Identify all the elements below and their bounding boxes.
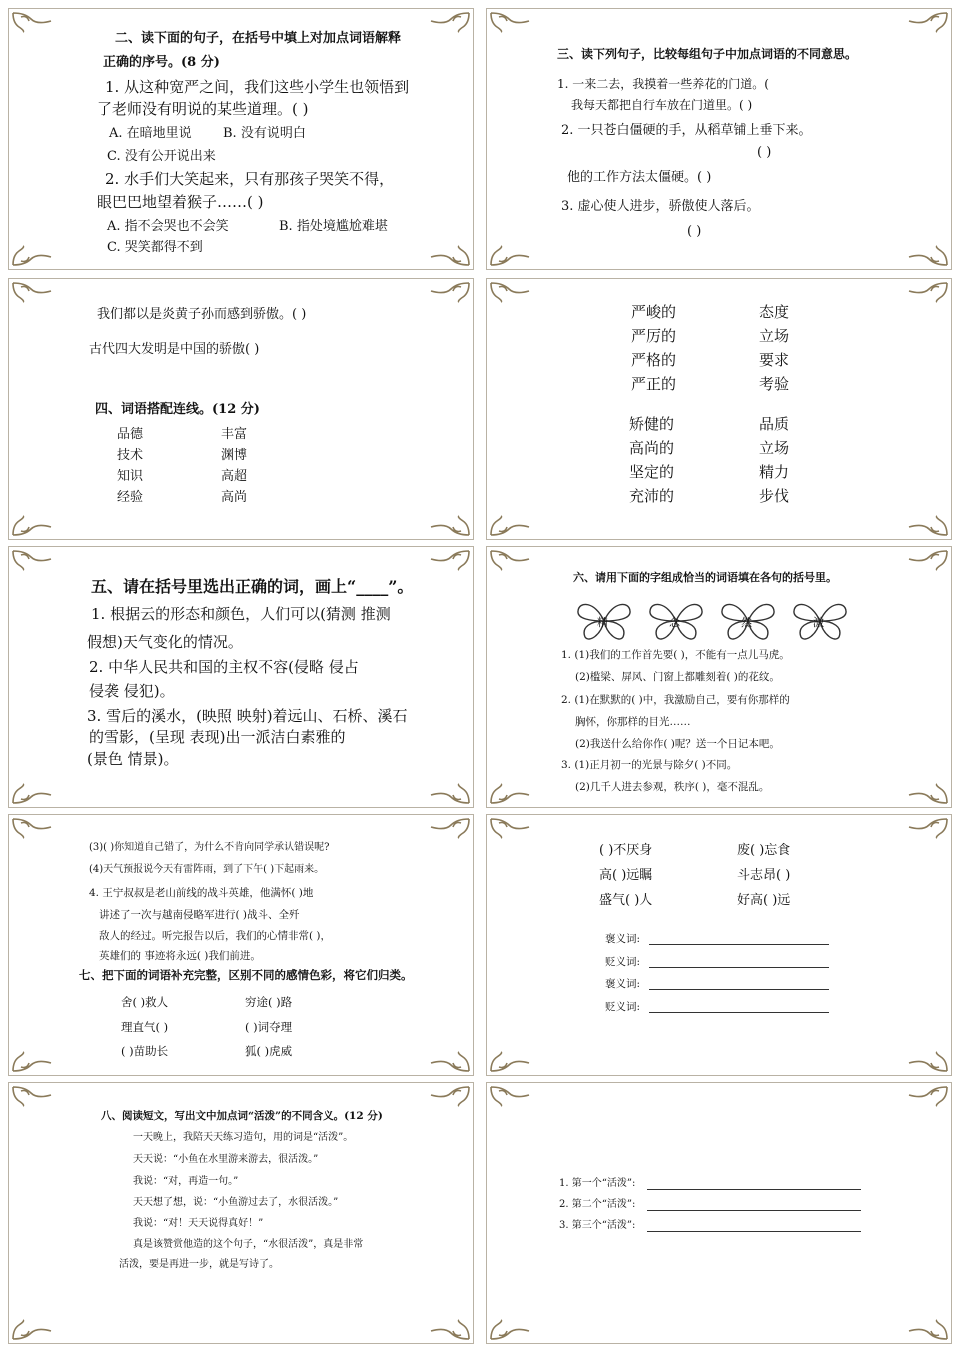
corner-ornament — [427, 783, 471, 805]
idiom-4b: 废( )忘食 — [737, 843, 791, 858]
answer-line[interactable] — [649, 967, 829, 968]
corner-ornament — [905, 1085, 949, 1107]
idiom-4a: ( )不厌身 — [599, 843, 653, 858]
word-b2: 立场 — [759, 327, 790, 345]
question-1-line-2: 了老师没有明说的某些道理。( ) — [97, 100, 309, 118]
corner-ornament — [489, 817, 533, 839]
corner-ornament — [905, 245, 949, 267]
word-left-2: 技术 — [117, 448, 144, 463]
corner-ornament — [427, 245, 471, 267]
q1-part-2: (2)槛梁、屏风、门窗上都雕刻着( )的花纹。 — [575, 671, 780, 683]
story-line-1: 4. 王宁叔叔是老山前线的战斗英雄，他满怀( )地 — [89, 887, 314, 899]
butterfly-card — [647, 599, 705, 643]
passage-line-2: 天天说：“小鱼在水里游来游去，很活泼。” — [133, 1154, 319, 1165]
slide-6 — [486, 546, 952, 808]
slide-9 — [8, 1082, 474, 1344]
option-2b: B. 指处境尴尬难堪 — [279, 219, 388, 234]
slide-3 — [8, 278, 474, 540]
question-2-line-2: 眼巴巴地望着猴子……( ) — [97, 193, 264, 211]
word-b1: 态度 — [759, 303, 790, 321]
word-b3: 要求 — [759, 351, 790, 369]
corner-ornament — [489, 1085, 533, 1107]
option-1c: C. 没有公开说出来 — [107, 149, 216, 164]
corner-ornament — [489, 783, 533, 805]
idiom-2a: 理直气( ) — [121, 1020, 169, 1034]
corner-ornament — [11, 1085, 55, 1107]
option-2a: A. 指不会哭也不会笑 — [107, 219, 229, 234]
word-c2: 高尚的 — [629, 439, 675, 457]
category-label: 贬义词: — [605, 1001, 641, 1013]
corner-ornament — [489, 245, 533, 267]
category-label: 贬义词: — [605, 956, 641, 968]
category-label: 褒义词: — [605, 978, 641, 990]
corner-ornament — [427, 549, 471, 571]
slide-5 — [8, 546, 474, 808]
section-title: 四、词语搭配连线。(12 分) — [95, 402, 260, 417]
word-right-4: 高尚 — [221, 490, 248, 505]
word-left-3: 知识 — [117, 469, 144, 484]
section-title: 二、读下面的句子，在括号中填上对加点词语解释 — [115, 31, 402, 46]
section-title: 八、阅读短文，写出文中加点词“活泼”的不同含义。(12 分) — [101, 1110, 383, 1122]
passage-line-1: 一天晚上，我陪天天练习造句，用的词是“活泼”。 — [133, 1132, 354, 1143]
passage-line-7: 活泼，要是再进一步，就是写诗了。 — [119, 1259, 279, 1270]
slide-7 — [8, 814, 474, 1076]
char-2: 念 — [669, 616, 680, 629]
answer-label-1: 1. 第一个“活泼”: — [559, 1178, 636, 1189]
corner-ornament — [489, 281, 533, 303]
q3-sentence: (3)( )你知道自己错了，为什么不肯向同学承认错误呢? — [89, 842, 330, 853]
idiom-5b: 斗志昂( ) — [737, 868, 791, 883]
passage-line-4: 天天想了想，说：“小鱼游过去了，水很活泼。” — [133, 1197, 339, 1208]
passage-line-5: 我说：“对！天天说得真好！” — [133, 1218, 264, 1229]
corner-ornament — [11, 817, 55, 839]
idiom-6a: 盛气( )人 — [599, 893, 653, 908]
corner-ornament — [427, 515, 471, 537]
q3-line-3: (景色 情景)。 — [87, 750, 179, 768]
answer-line[interactable] — [647, 1189, 861, 1190]
sentence-3: 3. 虚心使人进步，骄傲使人落后。 — [561, 199, 760, 214]
word-c1: 矫健的 — [629, 415, 675, 433]
sentence-3b: 我们都以是炎黄子孙而感到骄傲。( ) — [97, 307, 307, 322]
sentence-3c: 古代四大发明是中国的骄傲( ) — [89, 342, 260, 357]
idiom-3b: 狐( )虎威 — [245, 1044, 293, 1058]
word-right-3: 高超 — [221, 469, 248, 484]
corner-ornament — [11, 783, 55, 805]
option-2c: C. 哭笑都得不到 — [107, 240, 203, 255]
q2-line-1: 2. 中华人民共和国的主权不容(侵略 侵占 — [89, 658, 359, 676]
corner-ornament — [489, 1051, 533, 1073]
q2-part-1-cont: 胸怀，你那样的目光…… — [575, 716, 691, 728]
corner-ornament — [905, 281, 949, 303]
char-3: 然 — [741, 616, 752, 629]
corner-ornament — [11, 1319, 55, 1341]
corner-ornament — [489, 515, 533, 537]
q1-part-1: 1. (1)我们的工作首先要( )，不能有一点儿马虎。 — [561, 649, 790, 661]
story-line-4: 英雄们的 事迹将永远( )我们前进。 — [99, 950, 261, 962]
word-a4: 严正的 — [631, 375, 677, 393]
sentence-1b: 我每天都把自行车放在门道里。( ) — [571, 98, 753, 112]
corner-ornament — [489, 11, 533, 33]
corner-ornament — [489, 1319, 533, 1341]
word-right-1: 丰富 — [221, 427, 248, 442]
corner-ornament — [427, 1085, 471, 1107]
answer-blank-2a: ( ) — [757, 145, 772, 160]
question-2-line-1: 2. 水手们大笑起来，只有那孩子哭笑不得， — [105, 170, 395, 188]
answer-label-2: 2. 第二个“活泼”: — [559, 1199, 636, 1210]
q3-line-1: 3. 雪后的溪水，(映照 映射)着远山、石桥、溪石 — [87, 707, 408, 725]
idiom-5a: 高( )远瞩 — [599, 868, 653, 883]
corner-ornament — [427, 1319, 471, 1341]
corner-ornament — [427, 11, 471, 33]
butterfly-card — [791, 599, 849, 643]
q2-line-2: 侵袭 侵犯)。 — [89, 682, 175, 700]
sentence-2a: 2. 一只苍白僵硬的手，从稻草铺上垂下来。 — [561, 123, 812, 138]
q3-line-2: 的雪影，(呈现 表现)出一派洁白素雅的 — [89, 728, 346, 746]
idiom-1b: 穷途( )路 — [245, 995, 293, 1009]
char-1: 精 — [597, 616, 608, 629]
corner-ornament — [905, 783, 949, 805]
idiom-3a: ( )苗助长 — [121, 1044, 169, 1058]
word-right-2: 渊博 — [221, 448, 248, 463]
word-d4: 步伐 — [759, 487, 790, 505]
answer-line[interactable] — [647, 1210, 861, 1211]
answer-line[interactable] — [649, 989, 829, 990]
corner-ornament — [905, 11, 949, 33]
word-a1: 严峻的 — [631, 303, 677, 321]
char-4: 激 — [813, 616, 824, 629]
answer-line[interactable] — [649, 944, 829, 945]
sentence-1a: 1. 一来二去，我摸着一些养花的门道。( — [557, 77, 769, 91]
corner-ornament — [489, 549, 533, 571]
corner-ornament — [905, 817, 949, 839]
butterfly-card — [719, 599, 777, 643]
corner-ornament — [427, 281, 471, 303]
word-left-4: 经验 — [117, 490, 144, 505]
corner-ornament — [11, 515, 55, 537]
answer-label-3: 3. 第三个“活泼”: — [559, 1220, 636, 1231]
corner-ornament — [11, 11, 55, 33]
section-title: 七、把下面的词语补充完整，区别不同的感情色彩，将它们归类。 — [79, 968, 413, 982]
word-d3: 精力 — [759, 463, 790, 481]
word-b4: 考验 — [759, 375, 790, 393]
q3-part-2: (2)几千人进去参观，秩序( )，毫不混乱。 — [575, 781, 770, 793]
passage-line-6: 真是该赞赏他造的这个句子，“水很活泼”，真是非常 — [133, 1239, 364, 1250]
q2-part-2: (2)我送什么给你作( )呢？送一个日记本吧。 — [575, 738, 780, 750]
section-title: 三、读下列句子，比较每组句子中加点词语的不同意思。 — [557, 47, 858, 61]
answer-blank-3: ( ) — [687, 224, 702, 239]
section-title: 五、请在括号里选出正确的词，画上“____”。 — [91, 577, 414, 596]
q3-part-1: 3. (1)正月初一的光景与除夕( )不同。 — [561, 759, 738, 771]
corner-ornament — [905, 515, 949, 537]
answer-line[interactable] — [649, 1012, 829, 1013]
corner-ornament — [11, 245, 55, 267]
passage-line-3: 我说：“对，再造一句。” — [133, 1176, 239, 1187]
word-a2: 严厉的 — [631, 327, 677, 345]
corner-ornament — [11, 281, 55, 303]
slide-8 — [486, 814, 952, 1076]
corner-ornament — [427, 1051, 471, 1073]
word-d2: 立场 — [759, 439, 790, 457]
q2-part-1: 2. (1)在默默的( )中，我激励自己，要有你那样的 — [561, 694, 790, 706]
answer-line[interactable] — [647, 1231, 861, 1232]
word-c3: 坚定的 — [629, 463, 675, 481]
q4-sentence: (4)天气预报说今天有雷阵雨，到了下午( )下起雨来。 — [89, 864, 325, 875]
slide-10 — [486, 1082, 952, 1344]
category-label: 褒义词: — [605, 933, 641, 945]
story-line-3: 敌人的经过。听完报告以后，我们的心情非常( )， — [99, 930, 332, 942]
corner-ornament — [11, 549, 55, 571]
sentence-2b: 他的工作方法太僵硬。( ) — [567, 170, 712, 185]
q1-line-1: 1. 根据云的形态和颜色，人们可以(猜测 推测 — [91, 605, 391, 623]
word-left-1: 品德 — [117, 427, 144, 442]
question-1-line-1: 1. 从这种宽严之间，我们这些小学生也领悟到 — [105, 78, 410, 96]
word-c4: 充沛的 — [629, 487, 675, 505]
q1-line-2: 假想)天气变化的情况。 — [87, 633, 243, 651]
idiom-1a: 舍( )救人 — [121, 995, 169, 1009]
story-line-2: 讲述了一次与越南侵略军进行( )战斗、全歼 — [99, 909, 300, 921]
option-1b: B. 没有说明白 — [223, 126, 306, 141]
word-d1: 品质 — [759, 415, 790, 433]
word-a3: 严格的 — [631, 351, 677, 369]
corner-ornament — [11, 1051, 55, 1073]
slide-4 — [486, 278, 952, 540]
corner-ornament — [427, 817, 471, 839]
corner-ornament — [905, 1319, 949, 1341]
idiom-2b: ( )词夺理 — [245, 1020, 293, 1034]
slide-2 — [486, 8, 952, 270]
option-1a: A. 在暗地里说 — [109, 126, 192, 141]
slide-1 — [8, 8, 474, 270]
idiom-6b: 好高( )远 — [737, 893, 791, 908]
corner-ornament — [905, 549, 949, 571]
section-title: 六、请用下面的字组成恰当的词语填在各句的括号里。 — [573, 571, 837, 584]
corner-ornament — [905, 1051, 949, 1073]
section-title-cont: 正确的序号。(8 分) — [103, 55, 220, 70]
butterfly-card — [575, 599, 633, 643]
